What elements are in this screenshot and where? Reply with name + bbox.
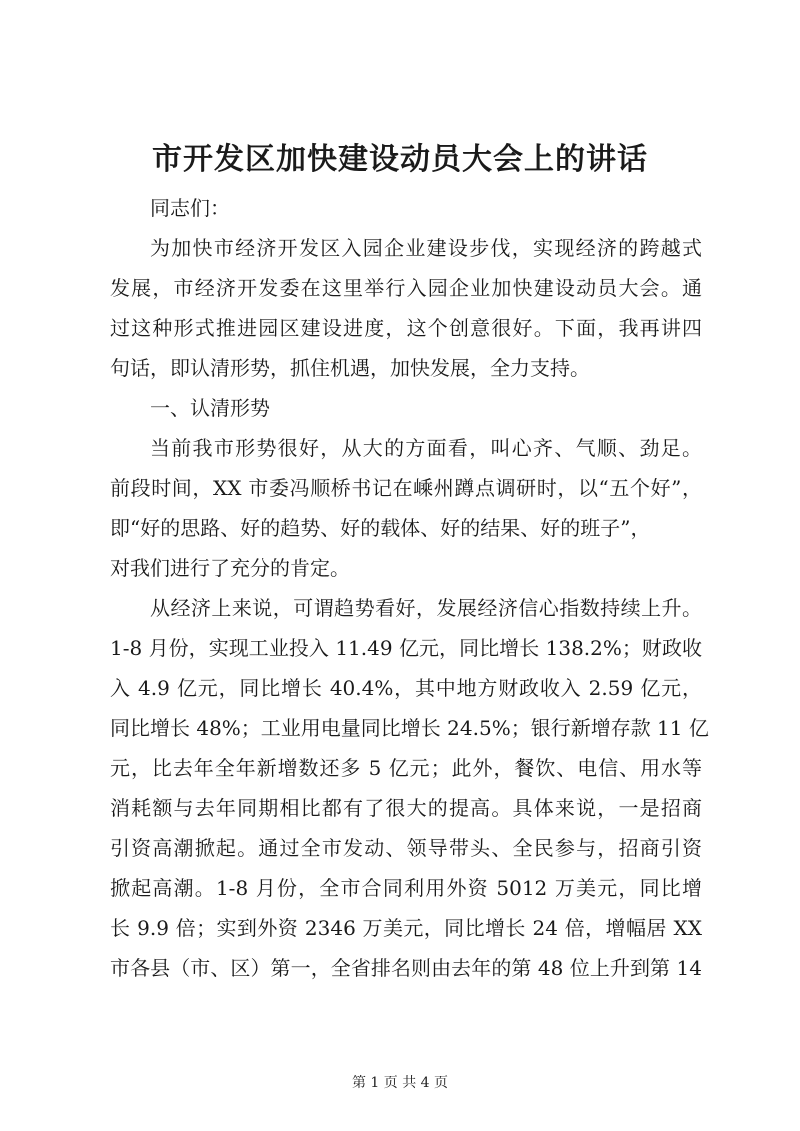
paragraph-line: 发展，市经济开发委在这里举行入园企业加快建设动员大会。通 [110, 276, 702, 300]
paragraph-line: 当前我市形势很好，从大的方面看，叫心齐、气顺、劲足。 [150, 436, 702, 460]
paragraph-line: 同比增长 48%；工业用电量同比增长 24.5%；银行新增存款 11 亿 [110, 716, 709, 740]
page-number-footer: 第 1 页 共 4 页 [351, 1075, 449, 1091]
paragraph-line: 长 9.9 倍；实到外资 2346 万美元，同比增长 24 倍，增幅居 XX [110, 916, 702, 940]
paragraph-line: 过这种形式推进园区建设进度，这个创意很好。下面，我再讲四 [110, 316, 702, 340]
paragraph-line: 引资高潮掀起。通过全市发动、领导带头、全民参与，招商引资 [110, 836, 702, 860]
paragraph-line: 市各县（市、区）第一，全省排名则由去年的第 48 位上升到第 14 [110, 956, 702, 980]
paragraph-line: 对我们进行了充分的肯定。 [110, 556, 350, 580]
paragraph-line: 入 4.9 亿元，同比增长 40.4%，其中地方财政收入 2.59 亿元， [110, 676, 702, 700]
section-heading: 一、认清形势 [150, 396, 270, 420]
document-body [110, 188, 709, 988]
paragraph-line: 为加快市经济开发区入园企业建设步伐，实现经济的跨越式 [150, 236, 702, 260]
paragraph-line: 前段时间，XX 市委冯顺桥书记在嵊州蹲点调研时，以“五个好”， [110, 476, 702, 500]
paragraph-line: 消耗额与去年同期相比都有了很大的提高。具体来说，一是招商 [110, 796, 702, 820]
document-title: 市开发区加快建设动员大会上的讲话 [152, 142, 648, 177]
paragraph-line: 元，比去年全年新增数还多 5 亿元；此外，餐饮、电信、用水等 [110, 756, 702, 780]
paragraph-line: 句话，即认清形势，抓住机遇，加快发展，全力支持。 [110, 356, 590, 380]
paragraph-line: 即“好的思路、好的趋势、好的载体、好的结果、好的班子”， [110, 516, 651, 540]
paragraph-line: 1-8 月份，实现工业投入 11.49 亿元，同比增长 138.2%；财政收 [110, 636, 702, 660]
paragraph-line: 同志们： [150, 196, 230, 220]
paragraph-line: 从经济上来说，可谓趋势看好，发展经济信心指数持续上升。 [150, 596, 702, 620]
paragraph-line: 掀起高潮。1-8 月份，全市合同利用外资 5012 万美元，同比增 [110, 876, 702, 900]
